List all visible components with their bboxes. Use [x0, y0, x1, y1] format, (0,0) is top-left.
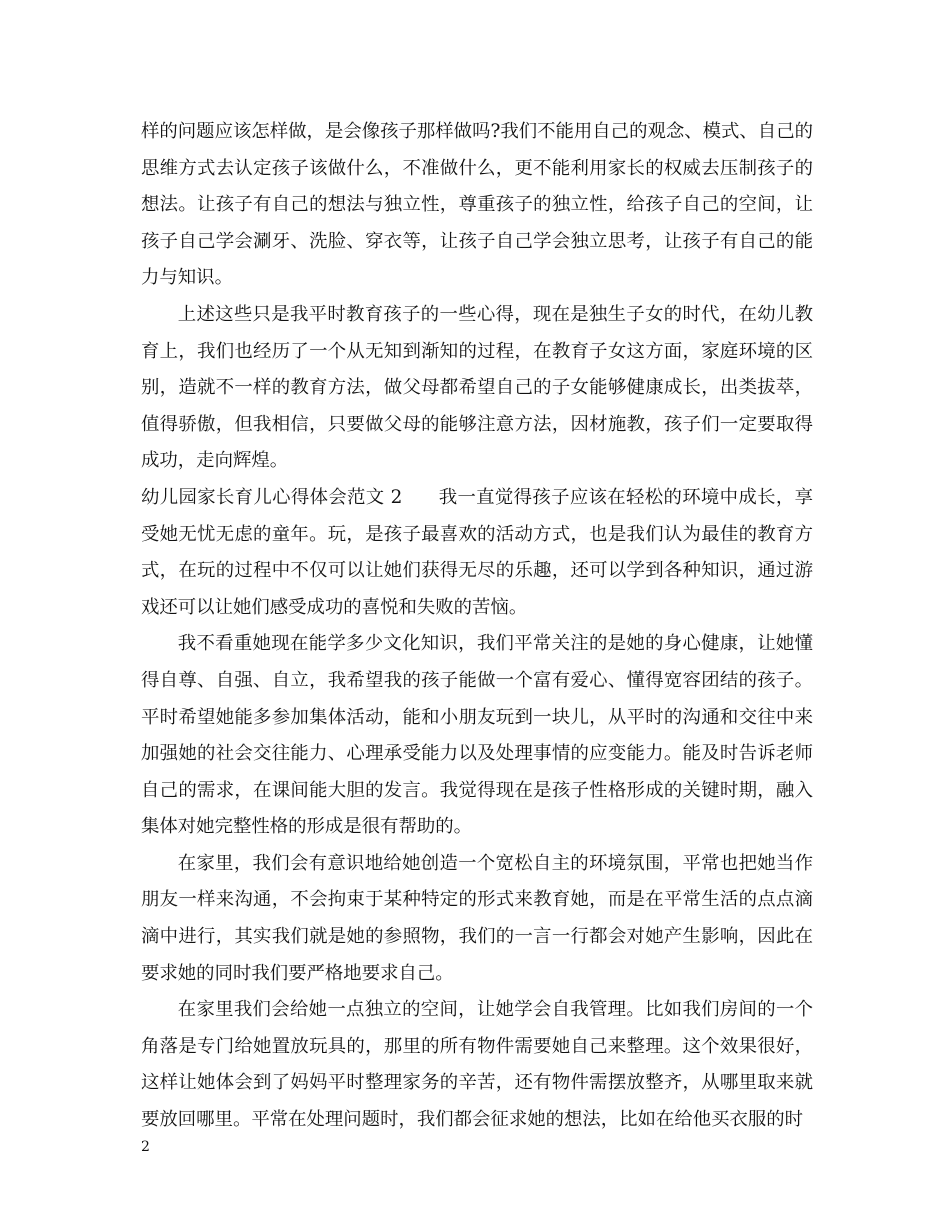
paragraph-3-text: 我一直觉得孩子应该在轻松的环境中成长，享受她无忧无虑的童年。玩，是孩子最喜欢的活动方式，也是我们认为最佳的教育方式，在玩的过程中不仅可以让她们获得无尽的乐趣，还可以学到各种知识，通过游戏还可以让她们感受成功的喜悦和失败的苦恼。: [141, 486, 813, 618]
paragraph-3: [141, 480, 813, 626]
body-text: [141, 114, 813, 1139]
paragraph-2: 上述这些只是我平时教育孩子的一些心得，现在是独生子女的时代，在幼儿教育上，我们也经历了一个从无知到渐知的过程，在教育子女这方面，家庭环境的区别，造就不一样的教育方法，做父母都希望自己的子女能够健康成长，出类拔萃，值得骄傲，但我相信，只要做父母的能够注意方法，因材施教，孩子们一定要取得成功，走向辉煌。: [141, 303, 813, 472]
paragraph-5: 在家里，我们会有意识地给她创造一个宽松自主的环境氛围，平常也把她当作朋友一样来沟通，不会拘束于某种特定的形式来教育她，而是在平常生活的点点滴滴中进行，其实我们就是她的参照物，我们的一言一行都会对她产生影响，因此在要求她的同时我们要严格地要求自己。: [141, 852, 813, 984]
page-number: 2: [141, 1139, 150, 1155]
section-heading: 幼儿园家长育儿心得体会范文 2: [141, 486, 403, 508]
paragraph-6: 在家里我们会给她一点独立的空间，让她学会自我管理。比如我们房间的一个角落是专门给她置放玩具的，那里的所有物件需要她自己来整理。这个效果很好，这样让她体会到了妈妈平时整理家务的辛苦，还有物件需摆放整齐，从哪里取来就要放回哪里。平常在处理问题时，我们都会征求她的想法，比如在给他买衣服的时: [141, 999, 813, 1131]
paragraph-4: 我不看重她现在能学多少文化知识，我们平常关注的是她的身心健康，让她懂得自尊、自强、自立，我希望我的孩子能做一个富有爱心、懂得宽容团结的孩子。平时希望她能多参加集体活动，能和小朋友玩到一块儿，从平时的沟通和交往中来加强她的社会交往能力、心理承受能力以及处理事情的应变能力。能及时告诉老师自己的需求，在课间能大胆的发言。我觉得现在是孩子性格形成的关键时期，融入集体对她完整性格的形成是很有帮助的。: [141, 633, 813, 838]
paragraph-1: 样的问题应该怎样做，是会像孩子那样做吗?我们不能用自己的观念、模式、自己的思维方式去认定孩子该做什么，不准做什么，更不能利用家长的权威去压制孩子的想法。让孩子有自己的想法与独立性，尊重孩子的独立性，给孩子自己的空间，让孩子自己学会涮牙、洗脸、穿衣等，让孩子自己学会独立思考，让孩子有自己的能力与知识。: [141, 121, 813, 289]
